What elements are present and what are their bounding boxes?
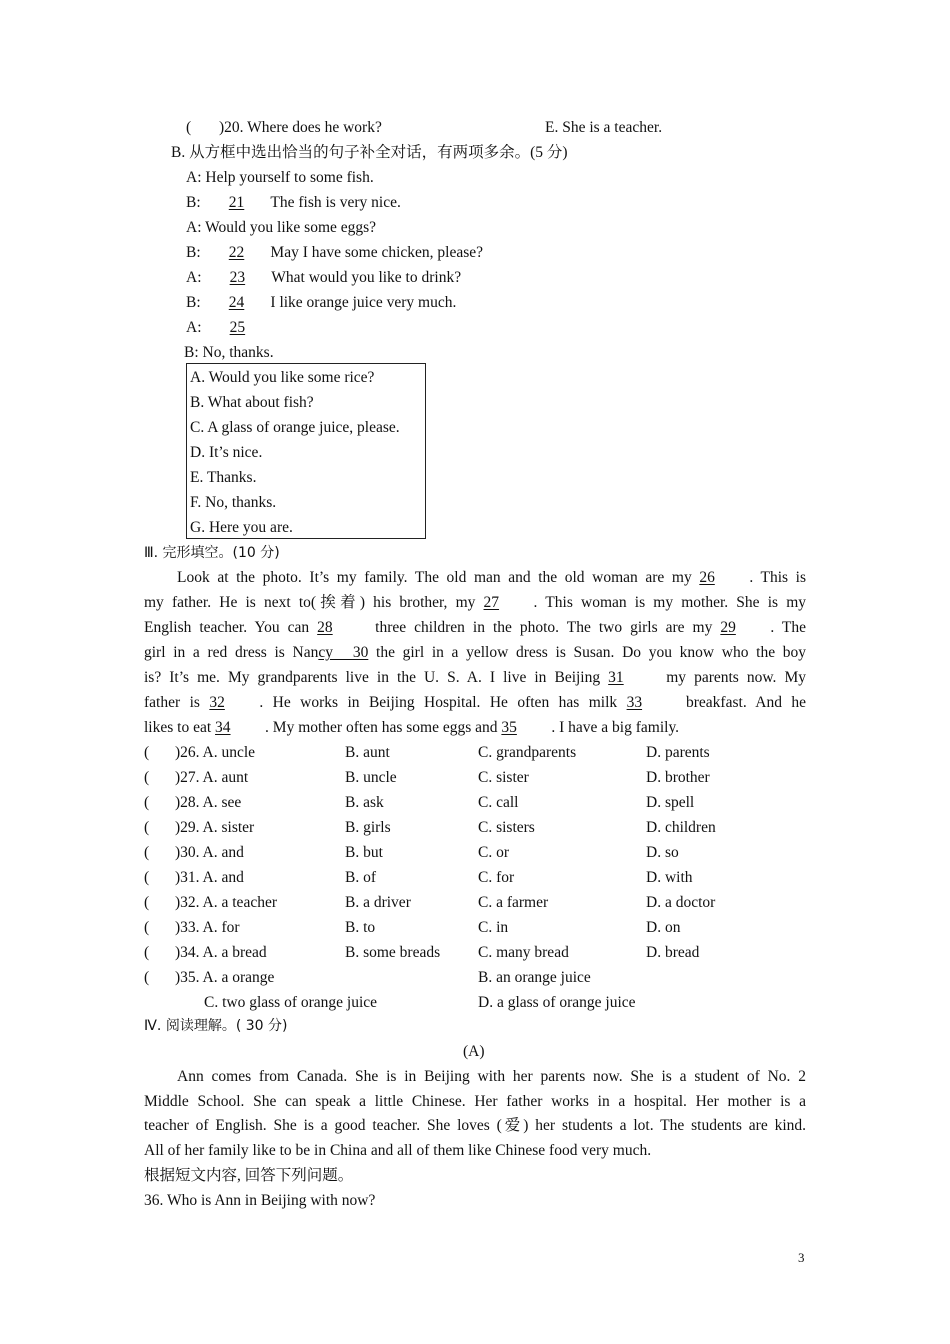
option-e: E. Thanks. [190,469,257,486]
blank-26: 26 [699,569,715,586]
blank-33: 33 [626,694,643,711]
blank-35: 35 [501,719,517,736]
page-number: 3 [798,1250,805,1265]
blank-29: 29 [720,619,736,636]
blank-22: 22 [228,244,245,261]
cloze-line-7: likes to eat 34 . My mother often has some eggs and 35 . I have a big family. [144,719,680,736]
option-c: C. A glass of orange juice, please. [190,419,400,436]
option-g: G. Here you are. [190,519,293,536]
blank-30: cy 30 [318,644,369,661]
blank-23: 23 [229,269,246,286]
blank-25: 25 [229,319,246,336]
question-36: 36. Who is Ann in Beijing with now? [144,1192,376,1209]
option-d: D. It’s nice. [190,444,263,461]
blank-31: 31 [608,669,624,686]
cloze-line-3: English teacher. You can 28 three children in the photo. The two girls are my 29 . The [144,619,807,636]
passage-a-label: (A) [463,1043,485,1060]
dialog-line-7: A: 25 [186,318,263,338]
blank-27: 27 [483,594,500,611]
option-f: F. No, thanks. [190,494,277,511]
cloze-line-5: is? It’s me. My grandparents live in the U. S. A. I live in Beijing 31 my parents now. My [144,669,807,686]
section3-heading: Ⅲ. 完形填空。(10 分) [144,545,280,561]
reading-line-4: All of her family like to be in China and all of them like Chinese food very much. [144,1142,652,1159]
cloze-line-4: girl in a red dress is Nancy 30 the girl in a yellow dress is Susan. Do you know who the boy [144,644,807,661]
q20-question: )20. Where does he work? [219,119,382,136]
reading-line-1: Ann comes from Canada. She is in Beijing with her parents now. She is a student of No. 2 [177,1068,806,1085]
dialog-line-1: A: Help yourself to some fish. [186,169,374,186]
q20-option-e: E. She is a teacher. [545,119,663,136]
dialog-line-6: B: 24 I like orange juice very much. [186,294,457,311]
partB-heading: B. 从方框中选出恰当的句子补全对话，有两项多余。(5 分) [171,144,568,161]
dialog-line-5: A: 23 What would you like to drink? [186,269,462,286]
option-a: A. Would you like some rice? [190,369,375,386]
blank-32: 32 [209,694,225,711]
options-box [186,363,426,539]
q20-paren: ( [186,119,192,136]
dialog-line-4: B: 22 May I have some chicken, please? [186,244,484,261]
cloze-line-6: father is 32 . He works in Beijing Hospital. He often has milk 33 breakfast. And he [144,694,807,711]
section4-heading: Ⅳ. 阅读理解。( 30 分) [144,1018,288,1034]
blank-28: 28 [317,619,333,636]
cloze-line-1: Look at the photo. It’s my family. The old man and the old woman are my 26 . This is [177,569,806,586]
dialog-line-8: B: No, thanks. [184,344,274,361]
blank-21: 21 [228,194,245,211]
option-b: B. What about fish? [190,394,314,411]
reading-line-3: teacher of English. She is a good teacher. She loves (爱) her students a lot. The students are kind. [144,1117,806,1134]
blank-34: 34 [215,719,231,736]
reading-line-2: Middle School. She can speak a little Chinese. Her father works in a hospital. Her mother is a [144,1093,806,1110]
cloze-line-2: my father. He is next to(挨着) his brother, my 27 . This woman is my mother. She is my [144,594,806,611]
blank-24: 24 [228,294,245,311]
dialog-line-3: A: Would you like some eggs? [186,219,377,236]
reading-instruction: 根据短文内容, 回答下列问题。 [144,1167,354,1184]
dialog-line-2: B: 21 The fish is very nice. [186,194,401,211]
